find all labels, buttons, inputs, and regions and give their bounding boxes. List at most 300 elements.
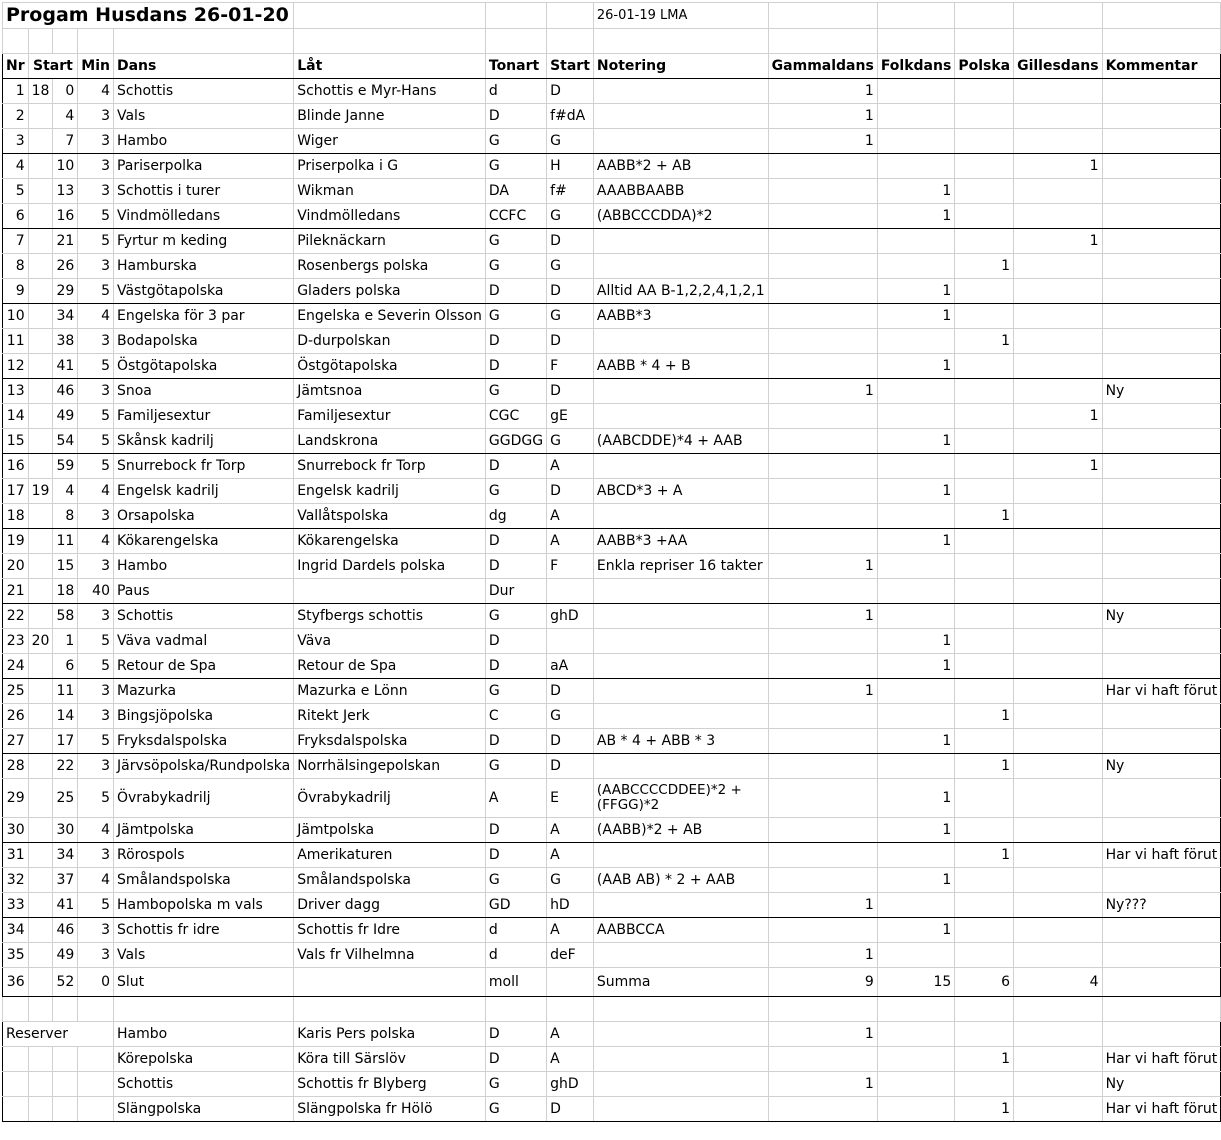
cell: 3 [78,679,114,704]
cell [28,229,53,254]
cell: 23 [3,629,29,654]
cell [1102,454,1221,479]
cell: (ABBCCCDDA)*2 [593,204,768,229]
cell: CCFC [485,204,546,229]
cell [593,754,768,779]
table-row [3,968,1221,997]
cell [768,204,877,229]
cell: Hambopolska m vals [113,893,293,918]
cell [955,654,1014,679]
cell [877,454,955,479]
cell: Karis Pers polska [294,1022,486,1047]
cell [768,843,877,868]
cell [28,868,53,893]
cell: Driver dagg [294,893,486,918]
cell [877,254,955,279]
cell [1102,654,1221,679]
cell: ghD [547,1072,594,1097]
cell: 16 [53,204,78,229]
cell: Engelska e Severin Olsson [294,304,486,329]
cell [768,354,877,379]
cell: 1 [877,179,955,204]
cell: Retour de Spa [113,654,293,679]
cell [1014,679,1102,704]
cell [1102,868,1221,893]
cell [877,754,955,779]
cell: 1 [1014,454,1102,479]
cell [877,579,955,604]
cell: 1 [768,79,877,104]
cell: 3 [78,554,114,579]
empty-cell [3,1072,29,1097]
meta-note: 26-01-19 LMA [593,3,768,29]
cell [1014,129,1102,154]
cell [768,179,877,204]
cell: 9 [768,968,877,997]
cell [955,304,1014,329]
empty-cell [547,997,594,1022]
cell: (AABCCCCDDEE)*2 + (FFGG)*2 [593,779,768,818]
cell: 29 [3,779,29,818]
cell: D [547,754,594,779]
column-header: Start [28,54,78,79]
cell [28,779,53,818]
cell [1014,429,1102,454]
empty-cell [28,997,53,1022]
cell: G [485,1072,546,1097]
cell [1102,779,1221,818]
cell: deF [547,943,594,968]
cell: 3 [78,704,114,729]
cell: 1 [53,629,78,654]
cell [1102,304,1221,329]
cell [28,704,53,729]
empty-cell [1014,997,1102,1022]
cell [1014,1047,1102,1072]
cell: 58 [53,604,78,629]
cell [1014,504,1102,529]
cell: 3 [78,504,114,529]
cell: Schottis [113,604,293,629]
cell: Schottis i turer [113,179,293,204]
cell: Järvsöpolska/Rundpolska [113,754,293,779]
cell: Paus [113,579,293,604]
cell: 5 [78,629,114,654]
column-header: Folkdans [877,54,955,79]
cell: 1 [955,754,1014,779]
cell: G [485,304,546,329]
cell: A [547,504,594,529]
cell: 3 [78,154,114,179]
cell [955,629,1014,654]
cell: Gladers polska [294,279,486,304]
cell: 3 [78,329,114,354]
cell: 1 [768,943,877,968]
table-row [3,868,1221,893]
cell: H [547,154,594,179]
cell: Rörospols [113,843,293,868]
cell [1014,329,1102,354]
cell: G [547,129,594,154]
cell: 1 [955,504,1014,529]
cell [877,129,955,154]
cell: 11 [53,679,78,704]
cell: 5 [78,729,114,754]
column-header: Tonart [485,54,546,79]
cell: 4 [78,529,114,554]
empty-cell [53,997,78,1022]
cell [28,529,53,554]
cell: Jämtpolska [294,818,486,843]
cell [768,154,877,179]
cell [955,379,1014,404]
empty-cell [485,997,546,1022]
cell: G [485,604,546,629]
cell: Engelsk kadrilj [294,479,486,504]
cell: 1 [955,254,1014,279]
cell: 5 [78,404,114,429]
cell [1014,379,1102,404]
cell: 1 [3,79,29,104]
cell [28,254,53,279]
cell: 21 [3,579,29,604]
cell [28,104,53,129]
cell: Retour de Spa [294,654,486,679]
cell [877,404,955,429]
cell: aA [547,654,594,679]
empty-cell [1102,997,1221,1022]
empty-cell [593,997,768,1022]
cell: Ny [1102,379,1221,404]
cell [955,604,1014,629]
cell: 7 [3,229,29,254]
cell: Styfbergs schottis [294,604,486,629]
cell: 4 [78,479,114,504]
cell: G [485,754,546,779]
cell: 3 [3,129,29,154]
cell: 4 [78,818,114,843]
cell [294,579,486,604]
cell: 1 [768,104,877,129]
cell: A [485,779,546,818]
cell: Pariserpolka [113,154,293,179]
cell: f#dA [547,104,594,129]
cell [28,504,53,529]
cell: 31 [3,843,29,868]
cell [955,729,1014,754]
cell: 25 [53,779,78,818]
empty-cell [3,997,29,1022]
cell: Familjesextur [113,404,293,429]
table-row [3,754,1221,779]
cell: 1 [768,1022,877,1047]
cell: Schottis e Myr-Hans [294,79,486,104]
cell [768,454,877,479]
cell [28,893,53,918]
cell [877,1072,955,1097]
table-row [3,729,1221,754]
cell [593,943,768,968]
cell: D [485,843,546,868]
cell: Ingrid Dardels polska [294,554,486,579]
cell: 5 [78,654,114,679]
cell: 3 [78,754,114,779]
cell [1102,279,1221,304]
table-row [3,104,1221,129]
cell [1102,529,1221,554]
cell: f# [547,179,594,204]
cell: 5 [78,429,114,454]
cell: Mazurka [113,679,293,704]
cell: D [547,729,594,754]
cell: Dur [485,579,546,604]
cell: Har vi haft förut [1102,843,1221,868]
cell: 41 [53,354,78,379]
cell [1014,1097,1102,1122]
cell [593,504,768,529]
cell [768,779,877,818]
column-header: Låt [294,54,486,79]
cell: G [547,304,594,329]
cell [955,229,1014,254]
cell [593,129,768,154]
cell: 5 [78,279,114,304]
cell: 5 [78,354,114,379]
cell: Har vi haft förut [1102,679,1221,704]
cell: 0 [78,968,114,997]
cell: D [485,1022,546,1047]
cell: 0 [53,79,78,104]
cell: 3 [78,918,114,943]
cell: Kökarengelska [113,529,293,554]
cell: 26 [3,704,29,729]
cell [955,279,1014,304]
cell: Skånsk kadrilj [113,429,293,454]
cell: AAABBAABB [593,179,768,204]
cell: 40 [78,579,114,604]
cell: Schottis fr idre [113,918,293,943]
cell [768,1097,877,1122]
cell [28,429,53,454]
cell: 21 [53,229,78,254]
cell [593,679,768,704]
cell: G [547,204,594,229]
cell [1014,79,1102,104]
cell: D [547,1097,594,1122]
cell [1102,729,1221,754]
cell: 15 [3,429,29,454]
cell [593,1072,768,1097]
cell: 36 [3,968,29,997]
table-row [3,129,1221,154]
cell [768,654,877,679]
cell [1014,604,1102,629]
cell: Smålandspolska [294,868,486,893]
cell: 8 [3,254,29,279]
cell: 1 [1014,229,1102,254]
cell [28,329,53,354]
cell: D [547,279,594,304]
empty-cell [28,1072,53,1097]
cell: 1 [877,629,955,654]
cell [1014,1072,1102,1097]
cell: 46 [53,379,78,404]
table-row [3,704,1221,729]
cell: D [485,818,546,843]
cell [768,479,877,504]
cell [877,79,955,104]
cell: D [485,1047,546,1072]
table-row [3,154,1221,179]
cell: 33 [3,893,29,918]
cell [955,204,1014,229]
cell: (AABCDDE)*4 + AAB [593,429,768,454]
cell [1102,254,1221,279]
cell [955,129,1014,154]
empty-cell [877,997,955,1022]
cell [593,329,768,354]
cell: Alltid AA B-1,2,2,4,1,2,1 [593,279,768,304]
cell: Schottis [113,79,293,104]
cell: 4 [78,79,114,104]
cell: 1 [955,329,1014,354]
cell [768,279,877,304]
cell: Västgötapolska [113,279,293,304]
cell [593,704,768,729]
cell [593,654,768,679]
empty-cell [78,1097,114,1122]
cell: Snurrebock fr Torp [113,454,293,479]
cell [1014,868,1102,893]
cell: 28 [3,754,29,779]
table-row [3,604,1221,629]
cell: Vallåtspolska [294,504,486,529]
column-header: Polska [955,54,1014,79]
cell [1102,229,1221,254]
cell: 14 [3,404,29,429]
cell: 37 [53,868,78,893]
cell [768,329,877,354]
column-header: Start [547,54,594,79]
cell [593,254,768,279]
cell [1014,779,1102,818]
cell [877,843,955,868]
table-row [3,554,1221,579]
cell: 52 [53,968,78,997]
cell: G [547,868,594,893]
cell [877,329,955,354]
cell [294,968,486,997]
table-row [3,779,1221,818]
cell: Rosenbergs polska [294,254,486,279]
cell: Engelsk kadrilj [113,479,293,504]
cell [28,729,53,754]
cell [1102,554,1221,579]
cell [877,379,955,404]
cell [877,229,955,254]
cell [28,379,53,404]
cell [877,1047,955,1072]
cell [1014,529,1102,554]
cell: 19 [28,479,53,504]
cell: Ny [1102,604,1221,629]
cell: Schottis [113,1072,293,1097]
empty-cell [78,997,114,1022]
cell: Fryksdalspolska [113,729,293,754]
cell [1102,629,1221,654]
cell: moll [485,968,546,997]
cell [547,968,594,997]
table-row [3,404,1221,429]
cell: Vindmölledans [113,204,293,229]
cell [1014,893,1102,918]
table-row [3,579,1221,604]
cell: ABCD*3 + A [593,479,768,504]
cell [768,229,877,254]
cell: 26 [53,254,78,279]
cell [1102,1022,1221,1047]
cell: Hamburska [113,254,293,279]
cell: G [485,129,546,154]
cell: 1 [877,304,955,329]
cell: Ritekt Jerk [294,704,486,729]
empty-cell [78,1072,114,1097]
cell: Fyrtur m keding [113,229,293,254]
cell: Enkla repriser 16 takter [593,554,768,579]
cell [768,704,877,729]
cell: 34 [53,843,78,868]
cell [1102,204,1221,229]
table-row [3,229,1221,254]
cell: 9 [3,279,29,304]
cell: 17 [3,479,29,504]
cell [1014,554,1102,579]
cell: 27 [3,729,29,754]
cell [593,1022,768,1047]
empty-cell [3,1047,29,1072]
cell: 5 [78,204,114,229]
column-header: Gillesdans [1014,54,1102,79]
cell [28,918,53,943]
empty-cell [955,997,1014,1022]
cell: 1 [877,918,955,943]
cell [955,679,1014,704]
cell [955,818,1014,843]
cell [955,554,1014,579]
cell: Bingsjöpolska [113,704,293,729]
cell: D [485,104,546,129]
column-header: Min [78,54,114,79]
cell [28,818,53,843]
cell: Ny [1102,1072,1221,1097]
cell [877,943,955,968]
reserve-row [3,1097,1221,1122]
cell [1102,918,1221,943]
cell [1014,204,1102,229]
cell: G [547,429,594,454]
cell: 1 [768,604,877,629]
cell [877,554,955,579]
cell: 54 [53,429,78,454]
cell: 3 [78,104,114,129]
empty-cell [78,1047,114,1072]
cell: D [547,479,594,504]
cell: 6 [3,204,29,229]
cell: 8 [53,504,78,529]
cell [1014,818,1102,843]
cell: D [485,629,546,654]
cell: Väva [294,629,486,654]
